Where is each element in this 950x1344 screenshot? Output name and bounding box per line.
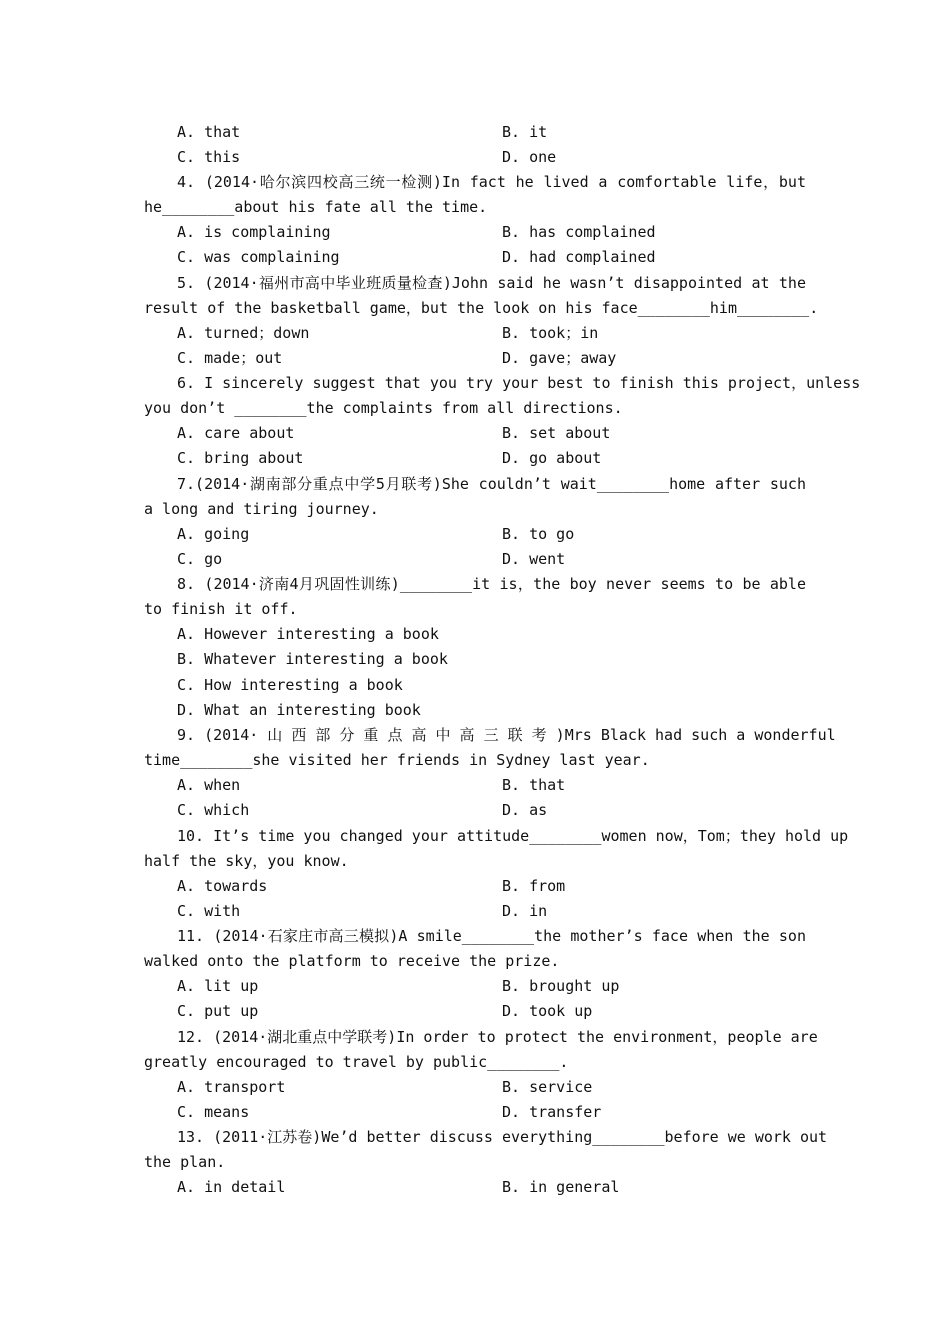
q10-option-d: D. in bbox=[502, 902, 548, 920]
q6-options-row-2 bbox=[0, 446, 950, 471]
q8-stem-text: 8. (2014·济南4月巩固性训练)________it is，the boy never seems to be able bbox=[177, 575, 806, 593]
q10-stem-line-2 bbox=[0, 849, 950, 874]
q13-stem-line-2 bbox=[0, 1150, 950, 1175]
q4-option-b: B. has complained bbox=[502, 223, 656, 241]
q3-option-c: C. this bbox=[177, 148, 241, 166]
q4-options-row-1 bbox=[0, 220, 950, 245]
q10-stem-line-1 bbox=[0, 824, 950, 849]
q9-stem-text-cont: time________she visited her friends in Sydney last year. bbox=[144, 751, 650, 769]
q3-option-d: D. one bbox=[502, 148, 557, 166]
q6-stem-line-1 bbox=[0, 371, 950, 396]
q7-stem-text: 7.(2014·湖南部分重点中学5月联考)She couldn’t wait________home after such bbox=[177, 475, 806, 493]
q6-option-a: A. care about bbox=[177, 424, 295, 442]
q6-stem-text: 6. I sincerely suggest that you try your best to finish this project，unless bbox=[177, 374, 861, 392]
q10-option-b: B. from bbox=[502, 877, 566, 895]
q9-stem-text: 9. (2014· 山 西 部 分 重 点 高 中 高 三 联 考 )Mrs Black had such a wonderful bbox=[177, 726, 836, 744]
q5-options-row-1 bbox=[0, 321, 950, 346]
q7-stem-line-2 bbox=[0, 497, 950, 522]
q8-option-b-row bbox=[0, 647, 950, 672]
q7-option-b: B. to go bbox=[502, 525, 575, 543]
q8-option-d-row bbox=[0, 698, 950, 723]
q5-stem-text: 5. (2014·福州市高中毕业班质量检查)John said he wasn’t disappointed at the bbox=[177, 274, 806, 292]
q13-stem-text: 13. (2011·江苏卷)We’d better discuss everything________before we work out bbox=[177, 1128, 828, 1146]
q12-stem-line-1 bbox=[0, 1025, 950, 1050]
q12-stem-text: 12. (2014·湖北重点中学联考)In order to protect the environment，people are bbox=[177, 1028, 818, 1046]
q12-options-row-2 bbox=[0, 1100, 950, 1125]
q12-stem-line-2 bbox=[0, 1050, 950, 1075]
q10-options-row-2 bbox=[0, 899, 950, 924]
q9-options-row-1 bbox=[0, 773, 950, 798]
q11-options-row-1 bbox=[0, 974, 950, 999]
q4-stem-text-cont: he________about his fate all the time. bbox=[144, 198, 488, 216]
q9-stem-line-1 bbox=[0, 723, 950, 748]
q9-option-b: B. that bbox=[502, 776, 566, 794]
q11-stem-line-2 bbox=[0, 949, 950, 974]
q7-option-c: C. go bbox=[177, 550, 223, 568]
q10-options-row-1 bbox=[0, 874, 950, 899]
q3-options-row-1 bbox=[0, 120, 950, 145]
q6-options-row-1 bbox=[0, 421, 950, 446]
q5-option-d: D. gave；away bbox=[502, 349, 617, 367]
q11-option-a: A. lit up bbox=[177, 977, 259, 995]
q11-stem-line-1 bbox=[0, 924, 950, 949]
q11-options-row-2 bbox=[0, 999, 950, 1024]
q12-option-b: B. service bbox=[502, 1078, 593, 1096]
q4-options-row-2 bbox=[0, 245, 950, 270]
q10-stem-text: 10. It’s time you changed your attitude________women now，Tom；they hold up bbox=[177, 827, 849, 845]
q10-option-c: C. with bbox=[177, 902, 241, 920]
q5-stem-line-2 bbox=[0, 296, 950, 321]
q4-option-c: C. was complaining bbox=[177, 248, 340, 266]
q6-option-c: C. bring about bbox=[177, 449, 304, 467]
q5-option-a: A. turned；down bbox=[177, 324, 310, 342]
q10-option-a: A. towards bbox=[177, 877, 268, 895]
q7-stem-line-1 bbox=[0, 472, 950, 497]
q8-option-a: A. However interesting a book bbox=[177, 625, 439, 643]
q12-option-c: C. means bbox=[177, 1103, 250, 1121]
q9-option-d: D. as bbox=[502, 801, 548, 819]
q13-stem-text-cont: the plan. bbox=[144, 1153, 226, 1171]
q4-stem-text: 4. (2014·哈尔滨四校高三统一检测)In fact he lived a comfortable life，but bbox=[177, 173, 806, 191]
q8-stem-line-2 bbox=[0, 597, 950, 622]
q3-option-b: B. it bbox=[502, 123, 548, 141]
q13-option-b: B. in general bbox=[502, 1178, 620, 1196]
q11-option-c: C. put up bbox=[177, 1002, 259, 1020]
q10-stem-text-cont: half the sky，you know. bbox=[144, 852, 349, 870]
q5-stem-line-1 bbox=[0, 271, 950, 296]
q4-stem-line-1 bbox=[0, 170, 950, 195]
q7-options-row-1 bbox=[0, 522, 950, 547]
q9-option-a: A. when bbox=[177, 776, 241, 794]
q13-options-row-1 bbox=[0, 1175, 950, 1200]
q6-stem-text-cont: you don’t ________the complaints from all directions. bbox=[144, 399, 623, 417]
q9-option-c: C. which bbox=[177, 801, 250, 819]
q11-option-d: D. took up bbox=[502, 1002, 593, 1020]
q7-option-a: A. going bbox=[177, 525, 250, 543]
q7-stem-text-cont: a long and tiring journey. bbox=[144, 500, 379, 518]
q7-options-row-2 bbox=[0, 547, 950, 572]
q4-stem-line-2 bbox=[0, 195, 950, 220]
q11-stem-text-cont: walked onto the platform to receive the prize. bbox=[144, 952, 560, 970]
q5-option-b: B. took；in bbox=[502, 324, 599, 342]
q4-option-a: A. is complaining bbox=[177, 223, 331, 241]
q6-option-d: D. go about bbox=[502, 449, 602, 467]
q11-option-b: B. brought up bbox=[502, 977, 620, 995]
q7-option-d: D. went bbox=[502, 550, 566, 568]
q8-stem-line-1 bbox=[0, 572, 950, 597]
q3-options-row-2 bbox=[0, 145, 950, 170]
q6-stem-line-2 bbox=[0, 396, 950, 421]
q8-option-c: C. How interesting a book bbox=[177, 676, 403, 694]
q8-option-a-row bbox=[0, 622, 950, 647]
q6-option-b: B. set about bbox=[502, 424, 611, 442]
q12-option-a: A. transport bbox=[177, 1078, 286, 1096]
q11-stem-text: 11. (2014·石家庄市高三模拟)A smile________the mother’s face when the son bbox=[177, 927, 806, 945]
q12-option-d: D. transfer bbox=[502, 1103, 602, 1121]
q8-option-c-row bbox=[0, 673, 950, 698]
q3-option-a: A. that bbox=[177, 123, 241, 141]
q13-stem-line-1 bbox=[0, 1125, 950, 1150]
q9-stem-line-2 bbox=[0, 748, 950, 773]
q5-option-c: C. made；out bbox=[177, 349, 283, 367]
q8-option-b: B. Whatever interesting a book bbox=[177, 650, 448, 668]
q5-stem-text-cont: result of the basketball game，but the look on his face________him________. bbox=[144, 299, 819, 317]
q4-option-d: D. had complained bbox=[502, 248, 656, 266]
q13-option-a: A. in detail bbox=[177, 1178, 286, 1196]
q12-stem-text-cont: greatly encouraged to travel by public________. bbox=[144, 1053, 569, 1071]
q5-options-row-2 bbox=[0, 346, 950, 371]
q8-option-d: D. What an interesting book bbox=[177, 701, 421, 719]
q9-options-row-2 bbox=[0, 798, 950, 823]
q8-stem-text-cont: to finish it off. bbox=[144, 600, 298, 618]
q12-options-row-1 bbox=[0, 1075, 950, 1100]
